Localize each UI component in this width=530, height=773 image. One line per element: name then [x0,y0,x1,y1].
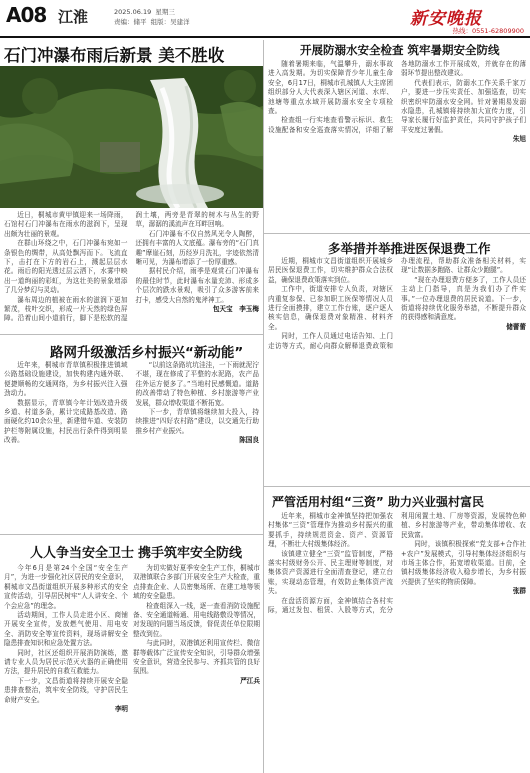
proof-name: 吴建洋 [170,18,190,26]
article-body [4,564,128,770]
divider [0,534,263,535]
byline: 张群 [512,587,526,596]
article-body [268,512,526,770]
paragraph: 与此同时，双港镇还利用宣传栏、微信群等载体广泛宣传安全知识，引导群众增强安全意识，营造全民参与、齐抓共管的良好氛围。 [133,639,260,676]
column-divider [263,40,264,773]
paragraph: 检查组一行实地查看警示标识、救生设施配备和安全巡查落实情况，详细了解各地防溺水工作开展成效，并就存在的薄弱环节提出整改建议。 [268,60,526,134]
paragraph: 代表们表示，防溺水工作关系千家万户，要进一步压实责任、加强巡查，切实织密织牢防溺水安全网。针对暑期易发溺水隐患，孔城镇将持续加大宣传力度，引导家长履行好监护责任，共同守护孩子们平安度过暑假。 [401,78,526,134]
article-headline: 多举措并举推进医保退费工作 [328,241,491,256]
byline: 李明 [114,705,128,714]
paragraph: 检查组深入一线，逐一查看消防设施配备、安全通道畅通、用电线路敷设等情况，对发现的问题当场反馈，督促责任单位限期整改到位。 [133,601,260,638]
paragraph: 石门冲瀑布不仅自然风光令人陶醉，还拥有丰富的人文底蕴。瀑布旁的“石门真趣”摩崖石刻，历经岁月洗礼，字迹依然清晰可见，为瀑布增添了一份厚重感。 [135,229,259,267]
page-header [0,0,530,42]
byline: 陈国良 [239,436,259,445]
divider [264,486,530,487]
header-rule [0,36,530,38]
article-body [4,361,259,531]
weekday: 星期三 [155,8,175,16]
byline: 朱旭 [512,135,526,144]
waterfall-photo [0,66,263,208]
editor-line [114,17,190,26]
paragraph: 活动期间，工作人员走进小区、商铺开展安全宣传，发放燃气使用、用电安全、消防安全等宣传资料，现场讲解安全隐患排查知识和应急处置方法。 [4,611,128,648]
paragraph: 同时，社区还组织开展消防演练，邀请专业人员为居民示范灭火器的正确使用方法，提升居民的自救互救能力。 [4,648,128,676]
paragraph: 据村民介绍，雨季是观赏石门冲瀑布的最佳时节，此时瀑布水量充沛、形成多个层次的跌水景观，吸引了众多游客前来打卡，感受大自然的鬼斧神工。 [135,267,259,304]
paragraph: 今年6月是第24个全国“安全生产月”，为进一步强化社区居民的安全意识，桐城市文昌街道组织开展多种形式的安全宣传活动，引导居民树牢“人人讲安全、个个会应急”的理念。 [4,564,128,610]
paragraph: 为切实做好夏季安全生产工作，桐城市双港镇联合多部门开展安全生产大检查，重点排查企业、人员密集场所、在建工地等领域的安全隐患。 [133,564,260,601]
section-name: 江淮 [58,8,89,26]
issue-date [114,7,175,16]
article-headline: 严管活用村组“三资” 助力兴业强村富民 [272,495,484,509]
date: 2025.06.19 [114,8,152,16]
article-body [268,257,526,482]
article-headline: 石门冲瀑布雨后新景 美不胜收 [4,46,225,65]
article-headline: 人人争当安全卫士 [30,546,135,561]
hotline: 热线：0551-62809900 [452,27,524,35]
article-body [4,211,259,331]
paragraph: “现在办理退费方便多了，工作人员还主动上门指导，真是为我们办了件实事。”一位办理退费的居民说道。下一步，街道将持续优化服务举措，不断提升群众的获得感和满意度。 [401,275,526,322]
paragraph: 在群山环绕之中，石门冲瀑布宛如一条银色的绸带，从高处飘泻而下。飞流直下，击打在下方的岩石上，溅起层层水花。雨后的阳光透过层云洒下，水雾中映出一道绚丽的彩虹，为这壮美的景象增添了几分梦幻与灵动。 [4,239,128,295]
newspaper-masthead: 新安晚报 [410,9,482,29]
paragraph: 近年来，桐城市青草镇积极推进镇域公路基础设施建设，加快构建内通外联、便捷顺畅的交通网络，为乡村振兴注入强劲动力。 [4,361,128,398]
paragraph: 工作中，街道安排专人负责，对辖区内重复参保、已参加职工医保等情况人员进行全面摸排，建立工作台账，逐户逐人核实信息，确保退费对象精准、材料齐全。 [268,285,393,331]
editor-name: 储平 [133,18,147,26]
article-headline: 开展防溺水安全检查 筑牢暑期安全防线 [300,43,500,57]
article-headline: 路网升级激活乡村振兴“新动能” [50,345,244,361]
article-body [133,564,260,770]
paragraph: 近年来，桐城市金神镇坚持把加强农村集体“三资”管理作为推动乡村振兴的重要抓手，持续规范资金、资产、资源管理，不断壮大村级集体经济。 [268,512,393,549]
divider [264,233,530,234]
paragraph: 同时，工作人员通过电话告知、上门走访等方式，耐心向群众解释退费政策和办理流程，帮助群众准备相关材料，实现“让数据多跑路、让群众少跑腿”。 [268,257,526,350]
paragraph: 近日，桐城市黄甲镇迎来一场降雨，石馆村石门冲瀑布在雨水的滋润下，呈现出颇为壮丽的景观。 [4,211,128,238]
paragraph: “以前这条路坑坑洼洼，一下雨就泥泞不堪，现在修成了平整的水泥路，农产品往外运方便多了。”当地村民感慨道。道路的改善带动了特色种植、乡村旅游等产业发展，群众增收渠道不断拓宽。 [135,361,259,407]
paragraph: 数据显示，青草镇今年计划改造升级乡道、村道多条，累计完成路基改造、路面硬化约10余公里，新建错车道、安装防护栏等附属设施，村民出行条件得到明显改善。 [4,398,128,445]
proof-label: 组版： [150,18,171,26]
paragraph: 瀑布周边的植被在雨水的滋润下更加繁茂，枝叶交织，形成一片天然的绿色屏障。沿着山间小道前行，脚下是松软的湿润土壤，两旁是青翠的树木与丛生的野草，潺潺的溪流声在耳畔回响。 [4,211,259,323]
editor-label: 责编： [114,18,134,26]
paragraph: 下一步，文昌街道将持续开展安全隐患排查整治，筑牢安全防线，守护居民生命财产安全。 [4,676,128,704]
paragraph: 同时，该镇积极探索“党支部+合作社+农户”发展模式，引导村集体经济组织与市场主体合作，拓宽增收渠道。目前，全镇村级集体经济收入稳步增长，为乡村振兴提供了坚实的物质保障。 [401,540,526,586]
page-number: A08 [6,3,47,27]
byline: 包天宝 李玉梅 [212,305,259,314]
paragraph: 下一步，青草镇将继续加大投入，持续推进“四好农村路”建设，以交通先行助推乡村产业振兴。 [135,408,259,435]
article-headline: 携手筑牢安全防线 [138,546,243,561]
paragraph: 随着暑期来临，气温攀升，溺水事故进入高发期。为切实保障青少年儿童生命安全，6月17日，桐城市孔城镇人大主席团组织部分人大代表深入辖区河道、水库、池塘等重点水域开展防溺水安全专项检查。 [268,60,393,116]
paragraph: 近期，桐城市文昌街道组织开展城乡居民医保退费工作，切实维护群众合法权益，确保退费政策落实到位。 [268,257,393,284]
byline: 严江兵 [240,676,260,685]
paragraph: 该镇建立健全“三资”监管制度，严格落实村级财务公开、民主理财等制度，对集体资产资源进行全面清查登记，建立台账，实现动态管理，有效防止集体资产流失。 [268,549,393,596]
paragraph: 在盘活资源方面，金神镇结合各村实际，通过发包、租赁、入股等方式，充分利用闲置土地、厂房等资源，发展特色种植、乡村旅游等产业，带动集体增收、农民致富。 [268,512,526,615]
divider [0,334,263,335]
article-body [268,60,526,230]
byline: 储蕾蕾 [506,322,526,331]
